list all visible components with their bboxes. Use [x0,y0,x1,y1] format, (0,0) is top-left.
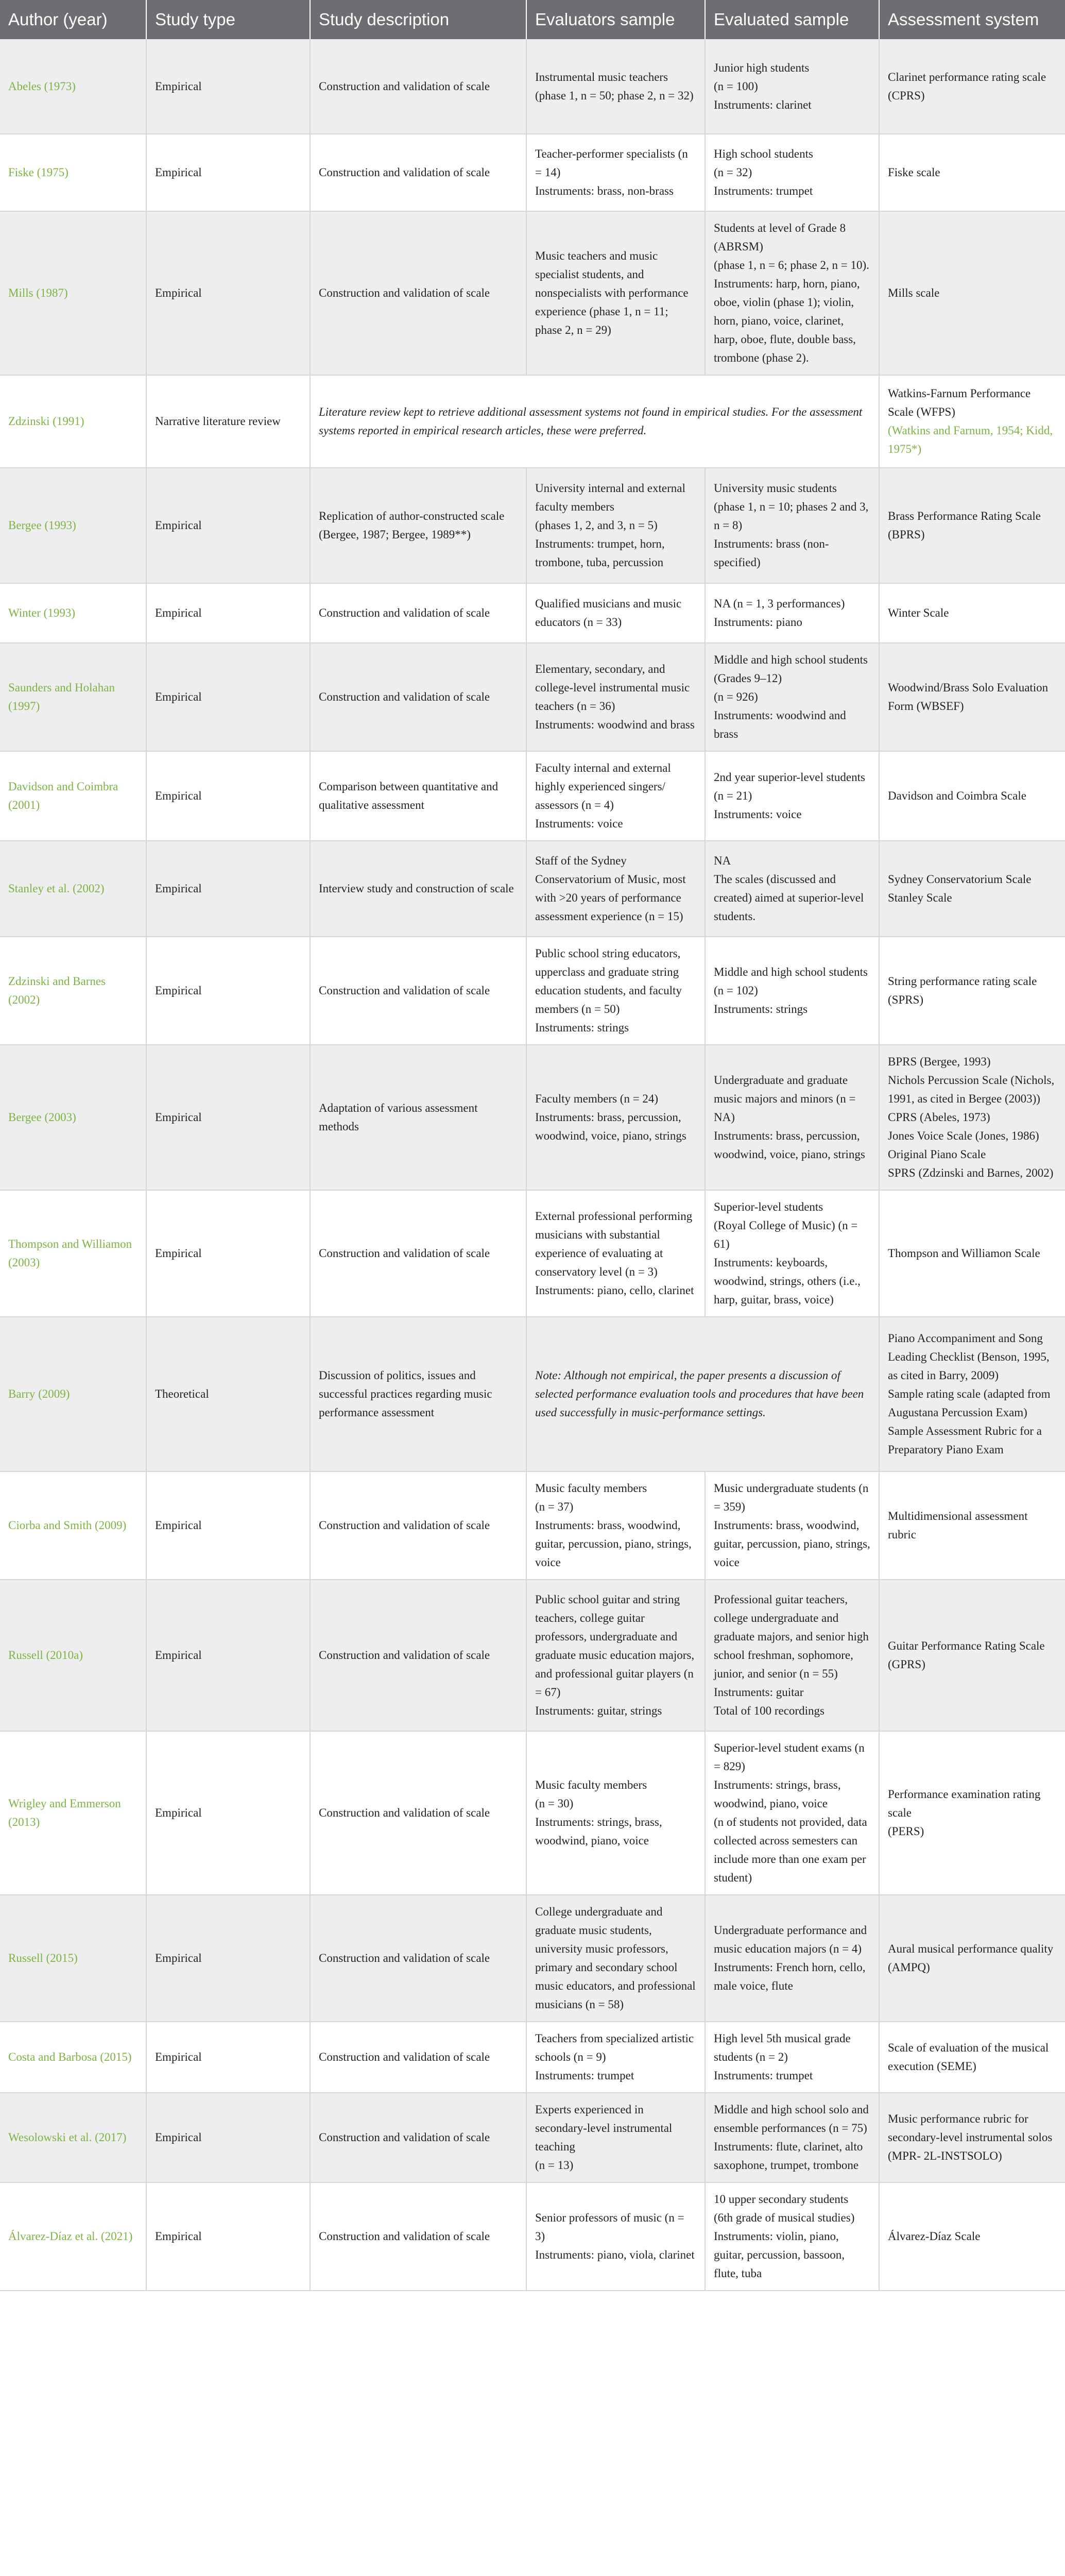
table-row [0,1045,1065,1190]
evaluators-line: Elementary, secondary, and college-level instrumental music teachers (n = 36) [535,663,690,713]
study-description-cell: Construction and validation of scale [310,1471,526,1580]
evaluated-line: High school students [714,147,813,160]
evaluated-line: Instruments: woodwind and brass [714,709,846,740]
evaluated-line: (n = 926) [714,690,758,703]
table-row [0,583,1065,643]
assessment-system-line: Nichols Percussion Scale (Nichols, 1991, as cited in Bergee (2003)) [888,1074,1055,1105]
evaluated-line: Instruments: keyboards, woodwind, strings, others (i.e., harp, guitar, brass, voice) [714,1256,861,1306]
evaluators-cell [526,1045,705,1190]
author-cell[interactable]: Mills (1987) [0,211,146,375]
evaluated-line: The scales (discussed and created) aimed at superior-level students. [714,873,864,923]
author-cell[interactable]: Ciorba and Smith (2009) [0,1471,146,1580]
author-cell[interactable]: Wesolowski et al. (2017) [0,2093,146,2182]
assessment-system-line: Clarinet performance rating scale (CPRS) [888,70,1046,102]
study-type-cell: Empirical [146,1731,310,1895]
evaluators-line: External professional performing musicians with substantial experience of evaluating at conservatory level (n = 3) [535,1210,693,1278]
evaluators-line: University internal and external faculty members [535,482,685,513]
evaluators-cell [526,937,705,1045]
table-row [0,375,1065,468]
evaluators-cell [526,468,705,583]
study-description-cell: Comparison between quantitative and qualitative assessment [310,751,526,841]
table-row [0,2093,1065,2182]
evaluated-cell [705,751,879,841]
assessment-system-line[interactable]: (Watkins and Farnum, 1954; Kidd, 1975*) [888,424,1053,455]
study-type-cell: Empirical [146,2022,310,2093]
study-type-cell: Empirical [146,2182,310,2291]
evaluators-cell [526,1190,705,1317]
evaluated-line: Instruments: brass (non-specified) [714,537,829,569]
assessment-system-cell [879,583,1065,643]
evaluated-line: (n = 100) [714,79,758,93]
evaluated-line: 10 upper secondary students [714,2193,849,2206]
evaluators-line: Music teachers and music specialist students, and nonspecialists with performance experience (phase 1, n = 11; phase 2, n = 29) [535,249,689,336]
evaluated-line: Instruments: French horn, cello, male voice, flute [714,1961,866,1992]
assessment-system-line: Jones Voice Scale (Jones, 1986) [888,1129,1039,1142]
evaluated-cell [705,841,879,937]
evaluators-line: Instruments: trumpet, horn, trombone, tuba, percussion [535,537,665,569]
assessment-system-line: SPRS (Zdzinski and Barnes, 2002) [888,1166,1054,1179]
evaluators-cell [526,211,705,375]
evaluated-cell [705,2093,879,2182]
assessment-system-cell [879,39,1065,134]
table-row [0,2022,1065,2093]
assessment-system-line: CPRS (Abeles, 1973) [888,1111,990,1124]
evaluated-line: Students at level of Grade 8 (ABRSM) [714,222,846,253]
evaluators-cell [526,643,705,751]
evaluated-line: Instruments: flute, clarinet, alto saxophone, trumpet, trombone [714,2140,863,2172]
evaluators-cell [526,841,705,937]
assessment-system-cell [879,1317,1065,1471]
author-cell[interactable]: Bergee (1993) [0,468,146,583]
evaluated-line: Instruments: trumpet [714,2069,813,2082]
evaluated-line: NA (n = 1, 3 performances) [714,597,845,610]
header-row [0,0,1065,39]
evaluated-cell [705,134,879,211]
assessment-system-line: Thompson and Williamon Scale [888,1247,1040,1260]
evaluated-line: (6th grade of musical studies) [714,2211,855,2224]
evaluated-cell [705,583,879,643]
evaluators-line: (phases 1, 2, and 3, n = 5) [535,519,658,532]
assessment-system-cell [879,1190,1065,1317]
author-cell[interactable]: Zdzinski and Barnes (2002) [0,937,146,1045]
assessment-system-line: Guitar Performance Rating Scale (GPRS) [888,1639,1045,1671]
evaluated-line: Instruments: violin, piano, guitar, percussion, bassoon, flute, tuba [714,2230,845,2280]
study-description-cell: Interview study and construction of scale [310,841,526,937]
assessment-system-cell [879,2093,1065,2182]
assessment-system-line: Brass Performance Rating Scale (BPRS) [888,510,1041,541]
evaluated-line: Total of 100 recordings [714,1704,824,1717]
evaluated-line: Instruments: brass, woodwind, guitar, percussion, piano, strings, voice [714,1519,870,1569]
table-row [0,1580,1065,1731]
evaluators-line: Faculty members (n = 24) [535,1092,659,1105]
evaluated-cell [705,1580,879,1731]
study-type-cell: Empirical [146,1580,310,1731]
table-row [0,751,1065,841]
author-cell[interactable]: Wrigley and Emmerson (2013) [0,1731,146,1895]
evaluators-line: Public school guitar and string teachers, college guitar professors, undergraduate and graduate music education majors, and professional guitar players (n = 67) [535,1593,695,1699]
evaluated-line: Middle and high school solo and ensemble performances (n = 75) [714,2103,869,2134]
evaluated-line: NA [714,854,731,867]
evaluators-line: Instruments: guitar, strings [535,1704,662,1717]
evaluated-line: 2nd year superior-level students (n = 21) [714,771,865,802]
evaluators-cell [526,134,705,211]
evaluated-line: (n = 102) [714,984,758,997]
evaluators-line: Experts experienced in secondary-level instrumental teaching [535,2103,673,2153]
assessment-system-cell [879,1580,1065,1731]
study-description-cell: Construction and validation of scale [310,2182,526,2291]
assessment-system-line: String performance rating scale (SPRS) [888,975,1037,1006]
assessment-system-line: Woodwind/Brass Solo Evaluation Form (WBSEF) [888,681,1049,713]
assessment-system-line: (MPR- 2L-INSTSOLO) [888,2149,1002,2162]
study-description-cell: Discussion of politics, issues and successful practices regarding music performance assessment [310,1317,526,1471]
evaluated-cell [705,1895,879,2022]
study-description-cell: Construction and validation of scale [310,583,526,643]
evaluators-line: Public school string educators, upperclass and graduate string education students, and faculty members (n = 50) [535,947,682,1015]
assessment-system-cell [879,134,1065,211]
study-type-cell: Empirical [146,1895,310,2022]
table-row [0,643,1065,751]
study-description-cell: Construction and validation of scale [310,2093,526,2182]
table-row [0,1471,1065,1580]
study-type-cell: Empirical [146,583,310,643]
evaluated-line: Undergraduate performance and music education majors (n = 4) [714,1924,867,1955]
assessment-system-line: Sample Assessment Rubric for a Preparatory Piano Exam [888,1425,1042,1456]
study-type-cell: Narrative literature review [146,375,310,468]
merged-note-cell: Literature review kept to retrieve additional assessment systems not found in empirical studies. For the assessment systems reported in empirical research articles, these were preferred. [310,375,879,468]
study-description-cell: Construction and validation of scale [310,1190,526,1317]
evaluated-cell [705,1471,879,1580]
evaluators-line: Instruments: voice [535,817,623,830]
study-description-cell: Adaptation of various assessment methods [310,1045,526,1190]
evaluators-cell [526,1471,705,1580]
evaluators-line: Senior professors of music (n = 3) [535,2211,684,2243]
evaluators-line: Teachers from specialized artistic schools (n = 9) [535,2032,694,2063]
assessment-system-line: Mills scale [888,286,940,299]
evaluated-line: Instruments: brass, percussion, woodwind, voice, piano, strings [714,1129,865,1161]
evaluators-line: Instruments: brass, woodwind, guitar, percussion, piano, strings, voice [535,1519,692,1569]
study-type-cell: Empirical [146,2093,310,2182]
study-type-cell: Empirical [146,39,310,134]
evaluators-cell [526,1895,705,2022]
evaluators-line: (n = 13) [535,2159,574,2172]
assessment-system-line: Watkins-Farnum Performance Scale (WFPS) [888,387,1031,418]
assessment-system-line: Music performance rubric for secondary-level instrumental solos [888,2112,1053,2144]
assessment-system-cell [879,1895,1065,2022]
author-cell[interactable]: Russell (2010a) [0,1580,146,1731]
header-evaluators-sample: Evaluators sample [526,0,705,39]
study-type-cell: Empirical [146,937,310,1045]
evaluated-line: Music undergraduate students (n = 359) [714,1482,869,1513]
assessment-system-line: BPRS (Bergee, 1993) [888,1055,991,1068]
evaluated-line: (phase 1, n = 6; phase 2, n = 10). [714,259,869,272]
study-description-cell: Construction and validation of scale [310,211,526,375]
evaluators-line: Instruments: strings, brass, woodwind, piano, voice [535,1816,662,1847]
evaluators-cell [526,2093,705,2182]
evaluated-cell [705,937,879,1045]
evaluators-line: Teacher-performer specialists (n = 14) [535,147,688,179]
author-cell[interactable]: Costa and Barbosa (2015) [0,2022,146,2093]
evaluated-line: Instruments: strings, brass, woodwind, piano, voice [714,1778,841,1810]
study-type-cell: Empirical [146,751,310,841]
evaluators-line: (n = 37) [535,1500,574,1513]
author-cell[interactable]: Stanley et al. (2002) [0,841,146,937]
evaluated-line: Junior high students [714,61,810,74]
evaluators-line: Instruments: woodwind and brass [535,718,695,731]
assessment-system-cell [879,841,1065,937]
evaluators-line: (n = 30) [535,1797,574,1810]
evaluated-line: Middle and high school students (Grades 9–12) [714,653,868,685]
study-description-cell: Construction and validation of scale [310,134,526,211]
evaluated-line: (phase 1, n = 10; phases 2 and 3, n = 8) [714,500,869,532]
assessment-system-line: Davidson and Coimbra Scale [888,789,1026,802]
study-type-cell: Empirical [146,468,310,583]
study-type-cell: Empirical [146,1190,310,1317]
author-cell[interactable]: Thompson and Williamon (2003) [0,1190,146,1317]
assessment-system-line: Fiske scale [888,166,940,179]
assessment-system-cell [879,937,1065,1045]
assessment-system-cell [879,1471,1065,1580]
study-description-cell: Construction and validation of scale [310,2022,526,2093]
evaluators-cell [526,2022,705,2093]
table-row [0,2182,1065,2291]
assessment-system-cell [879,643,1065,751]
assessment-system-line: (PERS) [888,1825,924,1838]
table-row [0,39,1065,134]
assessment-system-cell [879,468,1065,583]
evaluated-line: Instruments: voice [714,808,802,821]
author-cell[interactable]: Abeles (1973) [0,39,146,134]
evaluators-line: Instruments: brass, non-brass [535,184,674,197]
header-evaluated-sample: Evaluated sample [705,0,879,39]
table-row [0,1731,1065,1895]
author-cell[interactable]: Winter (1993) [0,583,146,643]
assessment-system-line: Performance examination rating scale [888,1788,1041,1819]
study-description-cell: Construction and validation of scale [310,937,526,1045]
author-cell[interactable]: Zdzinski (1991) [0,375,146,468]
evaluated-line: Middle and high school students [714,965,868,978]
table-row [0,937,1065,1045]
evaluated-line: High level 5th musical grade students (n = 2) [714,2032,851,2063]
assessment-system-line: Winter Scale [888,606,949,619]
author-cell[interactable]: Bergee (2003) [0,1045,146,1190]
evaluators-line: College undergraduate and graduate music students, university music professors, primary and secondary school music educators, and professional musicians (n = 58) [535,1905,696,2011]
header-study-description: Study description [310,0,526,39]
evaluators-line: Instruments: trumpet [535,2069,634,2082]
assessment-system-line: Stanley Scale [888,891,952,904]
evaluated-line: Instruments: trumpet [714,184,813,197]
author-cell[interactable]: Álvarez-Díaz et al. (2021) [0,2182,146,2291]
table-row [0,1895,1065,2022]
evaluators-cell [526,1580,705,1731]
study-description-cell: Construction and validation of scale [310,1731,526,1895]
evaluated-line: Professional guitar teachers, college undergraduate and graduate majors, and senior high school freshman, sophomore, junior, and senior (n = 55) [714,1593,869,1680]
evaluators-line: Instruments: piano, cello, clarinet [535,1284,694,1297]
evaluated-cell [705,1190,879,1317]
evaluated-line: Instruments: harp, horn, piano, oboe, violin (phase 1); violin, horn, piano, voice, clarinet, harp, oboe, flute, double bass, trombone (phase 2). [714,277,860,364]
study-description-cell: Construction and validation of scale [310,1580,526,1731]
study-type-cell: Empirical [146,211,310,375]
study-description-cell: Construction and validation of scale [310,1895,526,2022]
assessment-system-cell [879,1045,1065,1190]
evaluated-line: Instruments: piano [714,616,802,629]
author-cell[interactable]: Saunders and Holahan (1997) [0,643,146,751]
evaluated-line: (n of students not provided, data collected across semesters can include more than one exam per student) [714,1816,867,1884]
evaluated-line: (Royal College of Music) (n = 61) [714,1219,858,1250]
assessment-system-cell [879,2022,1065,2093]
evaluators-cell [526,1731,705,1895]
assessment-system-line: Sydney Conservatorium Scale [888,873,1032,886]
header-author: Author (year) [0,0,146,39]
table-row [0,468,1065,583]
assessment-system-line: Scale of evaluation of the musical execution (SEME) [888,2041,1049,2073]
evaluators-line: Faculty internal and external highly experienced singers/ assessors (n = 4) [535,761,671,811]
evaluated-cell [705,211,879,375]
study-type-cell: Empirical [146,643,310,751]
header-assessment-system: Assessment system [879,0,1065,39]
author-cell[interactable]: Barry (2009) [0,1317,146,1471]
evaluated-cell [705,468,879,583]
evaluators-line: Music faculty members [535,1482,647,1495]
table-row [0,841,1065,937]
assessment-system-line: Original Piano Scale [888,1148,986,1161]
evaluators-cell [526,2182,705,2291]
study-type-cell: Empirical [146,134,310,211]
evaluators-line: Staff of the Sydney Conservatorium of Music, most with >20 years of performance assessment experience (n = 15) [535,854,686,923]
header-study-type: Study type [146,0,310,39]
table-row [0,134,1065,211]
assessment-system-cell [879,1731,1065,1895]
evaluated-line: Instruments: clarinet [714,98,812,111]
evaluated-line: Instruments: strings [714,1003,808,1015]
table-row [0,1190,1065,1317]
evaluated-line: Superior-level student exams (n = 829) [714,1741,865,1773]
author-cell[interactable]: Davidson and Coimbra (2001) [0,751,146,841]
evaluators-line: (phase 1, n = 50; phase 2, n = 32) [535,89,694,102]
evaluated-cell [705,643,879,751]
merged-note-cell: Note: Although not empirical, the paper presents a discussion of selected performance evaluation tools and procedures that have been used successfully in music-performance settings. [526,1317,879,1471]
evaluated-line: (n = 32) [714,166,752,179]
study-type-cell: Empirical [146,841,310,937]
assessment-system-cell [879,2182,1065,2291]
study-description-cell: Construction and validation of scale [310,643,526,751]
evaluated-line: Superior-level students [714,1200,823,1213]
evaluators-line: Instruments: piano, viola, clarinet [535,2248,695,2261]
author-cell[interactable]: Fiske (1975) [0,134,146,211]
assessment-system-line: Aural musical performance quality (AMPQ) [888,1942,1054,1974]
study-type-cell: Empirical [146,1045,310,1190]
evaluators-line: Music faculty members [535,1778,647,1791]
study-type-cell: Empirical [146,1471,310,1580]
evaluated-cell [705,2182,879,2291]
assessment-system-line: Piano Accompaniment and Song Leading Checklist (Benson, 1995, as cited in Barry, 2009) [888,1332,1050,1382]
evaluators-cell [526,751,705,841]
assessment-system-line: Sample rating scale (adapted from Augustana Percussion Exam) [888,1387,1051,1419]
evaluators-cell [526,39,705,134]
assessment-system-cell [879,751,1065,841]
evaluated-cell [705,1045,879,1190]
author-cell[interactable]: Russell (2015) [0,1895,146,2022]
evaluated-line: University music students [714,482,837,495]
evaluators-line: Instruments: strings [535,1021,629,1034]
table-row [0,1317,1065,1471]
evaluators-line: Instruments: brass, percussion, woodwind, voice, piano, strings [535,1111,686,1142]
evaluators-cell [526,583,705,643]
assessment-system-line: Álvarez-Díaz Scale [888,2230,981,2243]
assessment-system-cell [879,211,1065,375]
assessment-system-line: Multidimensional assessment rubric [888,1510,1028,1541]
study-description-cell: Replication of author-constructed scale (Bergee, 1987; Bergee, 1989**) [310,468,526,583]
evaluated-line: Undergraduate and graduate music majors and minors (n = NA) [714,1074,856,1124]
evaluators-line: Instrumental music teachers [535,70,668,83]
evaluated-cell [705,2022,879,2093]
evaluators-line: Qualified musicians and music educators (n = 33) [535,597,682,629]
assessment-system-cell [879,375,1065,468]
study-type-cell: Theoretical [146,1317,310,1471]
study-description-cell: Construction and validation of scale [310,39,526,134]
evaluated-cell [705,1731,879,1895]
evaluated-line: Instruments: guitar [714,1686,804,1699]
table-row [0,211,1065,375]
evaluated-cell [705,39,879,134]
